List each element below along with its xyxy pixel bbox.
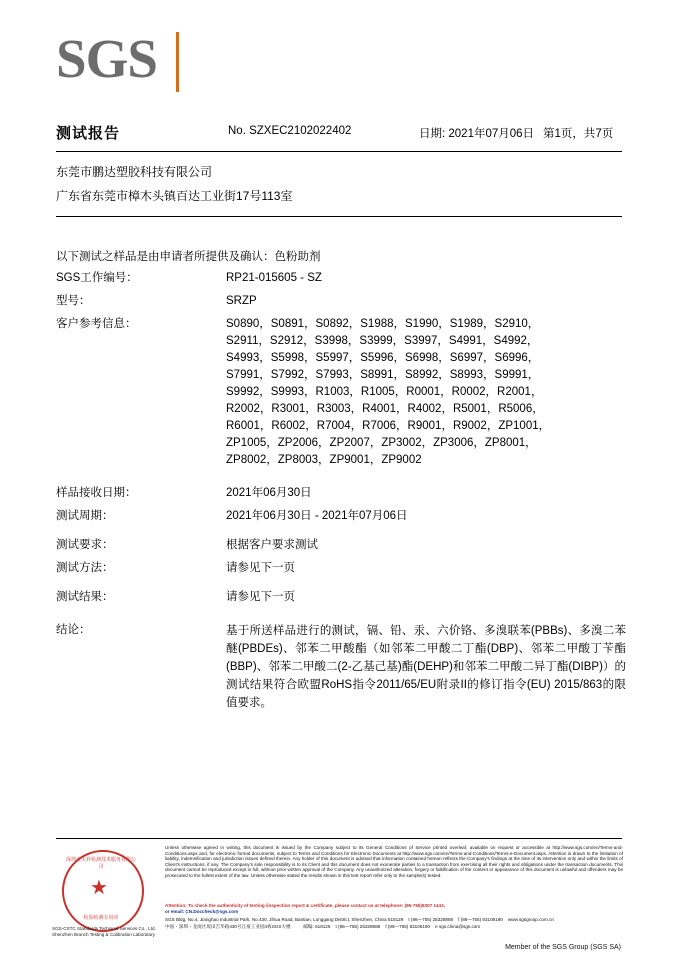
field-row xyxy=(56,316,626,469)
field-value-line: 请参见下一页 xyxy=(226,562,295,574)
conclusion-text: 基于所送样品进行的测试，镉、铅、汞、六价铬、多溴联苯(PBBs)、多溴二苯醚(PBDEs)、邻苯二甲酸酯（如邻苯二甲酸二丁酯(DBP)、邻苯二甲酸丁苄酯(BBP)、邻苯二甲酸二(2-乙基己基)酯(DEHP)和邻苯二甲酸二异丁酯(DIBP)）的测试结果符合欧盟RoHS指令2011/65/EU附录II的修订指令(EU) 2015/863的限值要求。 xyxy=(226,625,626,709)
field-row xyxy=(56,485,626,502)
company-seal xyxy=(52,848,172,937)
sample-statement: 以下测试之样品是由申请者所提供及确认：色粉助剂 xyxy=(56,251,321,263)
field-value-line: R6001，R6002，R7004，R7006，R9001，R9002，ZP1001， xyxy=(226,420,551,432)
field-value-line: 2021年06月30日 - 2021年07月06日 xyxy=(226,510,408,522)
seal-caption-en1: SGS-CSTC Standards Technical Services Co., Ltd. xyxy=(52,926,156,931)
address-divider xyxy=(56,216,622,217)
footer-attention xyxy=(165,903,623,915)
field-row xyxy=(56,508,626,525)
field-label: 测试方法： xyxy=(56,562,114,574)
footer-member-note: Member of the SGS Group (SGS SA) xyxy=(505,944,621,951)
field-row xyxy=(56,270,626,287)
seal-arc-line2: 检验检测专用章 xyxy=(83,915,119,921)
footer-address-line-en: SGS Bldg, No.4, Jianghao Industrial Park, No.430, Jihua Road, Bantian, Longgang District, Shenzhen, China 518129 t (86—755) 25328888 f (86—755) 83106190 www.sgsgroup.com.cn xyxy=(165,917,554,922)
field-label: 测试结果： xyxy=(56,591,114,603)
page-indicator: 第1页，共7页 xyxy=(543,128,614,140)
field-value xyxy=(226,537,626,554)
field-value xyxy=(226,589,626,606)
field-value xyxy=(226,485,626,502)
field-value xyxy=(226,270,626,287)
field-label: 型号： xyxy=(56,295,91,307)
field-value-line: S4993，S5998，S5997，S5996，S6998，S6997，S6996， xyxy=(226,352,540,364)
field-value-line: S2911，S2912，S3998，S3999，S3997，S4991，S4992， xyxy=(226,335,539,347)
field-value-line: RP21-015605 - SZ xyxy=(226,272,322,284)
sgs-logo-text: SGS xyxy=(56,28,157,89)
footer-legal-text: Unless otherwise agreed in writing, this document is issued by the Company subject to its General Conditions of Service printed overleaf, available on request or accessible at http://www.sgs.com/en/Terms-and-Conditions.aspx and, for electronic format documents, subject to Terms and Conditions for Electronic Documents at http://www.sgs.com/en/Terms-and-Conditions/Terms-e-Document.aspx. Attention is drawn to the limitation of liability, indemnification and jurisdiction issues defined therein. Any holder of this document is advised that information contained hereon reflects the Company's findings at the time of its intervention only and within the limits of Client's instructions, if any. The Company's sole responsibility is to its Client and this document does not exonerate parties to a transaction from exercising all their rights and obligations under the transaction documents. This document cannot be reproduced except in full, without prior written approval of the Company. Any unauthorized alteration, forgery or falsification of the content or appearance of this document is unlawful and offenders may be prosecuted to the fullest extent of the law. Unless otherwise stated the results shown in this test report refer only to the sample(s) tested. xyxy=(165,845,623,878)
field-value-line: S0890，S0891，S0892，S1988，S1990，S1989，S2910， xyxy=(226,318,540,330)
report-header xyxy=(56,122,626,144)
conclusion-label: 结论： xyxy=(56,624,91,636)
header-divider xyxy=(56,151,622,152)
sgs-logo-bar xyxy=(176,32,179,92)
seal-arc-text xyxy=(66,856,136,922)
field-value xyxy=(226,293,626,310)
field-value-line: S9992，S9993，R1003，R1005，R0001，R0002，R2001， xyxy=(226,386,543,398)
footer-attention-line2[interactable]: or email: CN.Doccheck@sgs.com xyxy=(165,909,239,914)
field-value-line: R2002，R3001，R3003，R4001，R4002，R5001，R5006， xyxy=(226,403,544,415)
field-value-line: 2021年06月30日 xyxy=(226,487,312,499)
field-row xyxy=(56,589,626,606)
field-row xyxy=(56,537,626,554)
report-date: 日期: 2021年07月06日 xyxy=(419,128,535,140)
report-fields xyxy=(56,270,626,718)
field-value-line: 请参见下一页 xyxy=(226,591,295,603)
client-address: 广东省东莞市樟木头镇百达工业街17号113室 xyxy=(56,189,293,203)
field-label: SGS工作编号： xyxy=(56,272,138,284)
field-value-line: 根据客户要求测试 xyxy=(226,539,318,551)
seal-caption xyxy=(52,926,172,938)
conclusion-row xyxy=(56,622,626,712)
field-label: 测试要求： xyxy=(56,539,114,551)
field-value-line: SRZP xyxy=(226,295,257,307)
field-value-line: ZP8002，ZP8003，ZP9001，ZP9002 xyxy=(226,454,422,466)
field-value-line: ZP1005，ZP2006，ZP2007，ZP3002，ZP3006，ZP8001， xyxy=(226,437,537,449)
page-title: 测试报告 xyxy=(56,125,121,142)
field-value xyxy=(226,508,626,525)
seal-caption-en2: Shenzhen Branch Testing & Calibration Laboratory xyxy=(52,932,156,937)
star-icon: ★ xyxy=(90,877,108,899)
field-row xyxy=(56,560,626,577)
report-number: No. SZXEC2102022402 xyxy=(228,125,352,137)
client-company-name: 东莞市鹏达塑胶科技有限公司 xyxy=(56,165,213,179)
field-label: 测试周期： xyxy=(56,510,114,522)
field-label: 客户参考信息： xyxy=(56,318,137,330)
field-value xyxy=(226,316,626,469)
footer-divider xyxy=(56,838,622,839)
footer-address xyxy=(165,916,623,930)
sgs-logo xyxy=(56,30,196,92)
field-value xyxy=(226,560,626,577)
seal-arc-line1: 深圳市天祥检测技术服务有限公司 xyxy=(66,857,137,870)
field-row xyxy=(56,293,626,310)
field-value-line: S7991，S7992，S7993，S8991，S8992，S8993，S9991， xyxy=(226,369,540,381)
field-label: 样品接收日期： xyxy=(56,487,137,499)
footer-attention-line1: Attention: To check the authenticity of testing /inspection report & certificate, please contact us at telephone: (86-755)8307 1443, xyxy=(165,903,445,908)
footer-address-line-cn: 中国・深圳・龙岗区坂田吉华路430号江豪工业园4栋SGS大楼 邮编: 518129 t (86—755) 25328888 f (86—755) 83106190 e sgs.china@sgs.com xyxy=(165,924,481,929)
